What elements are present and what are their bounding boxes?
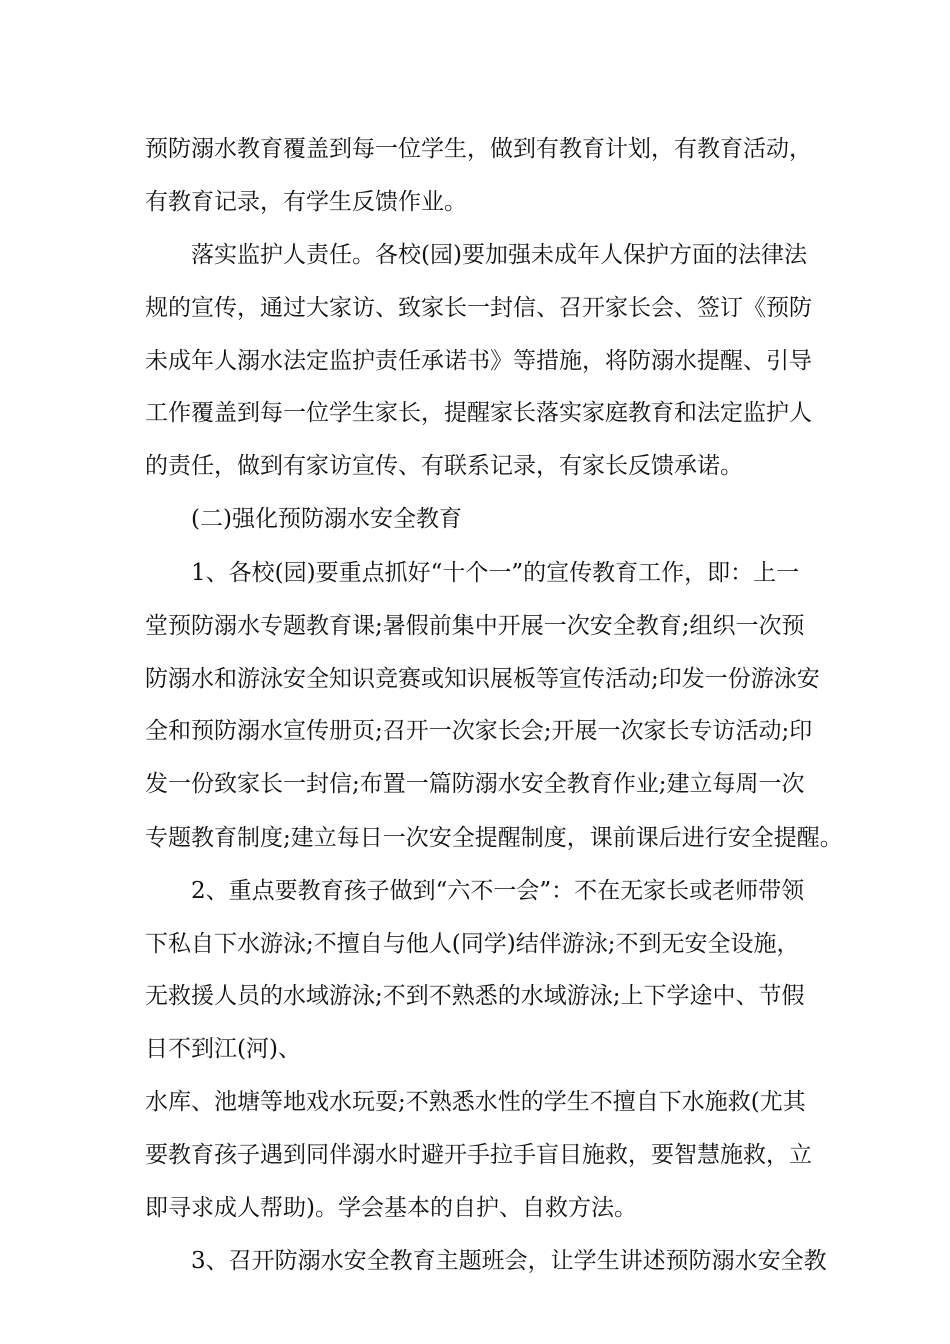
text-line-11: 防溺水和游泳安全知识竞赛或知识展板等宣传活动;印发一份游泳安 [145, 666, 820, 692]
paragraph-guardian-line-1: 落实监护人责任。各校(园)要加强未成年人保护方面的法律法 [191, 242, 807, 268]
text-line-14: 专题教育制度;建立每日一次安全提醒制度，课前课后进行安全提醒。 [145, 825, 843, 851]
section-heading: (二)强化预防溺水安全教育 [191, 506, 462, 532]
text-line-6: 工作覆盖到每一位学生家长，提醒家长落实家庭教育和法定监护人 [145, 400, 812, 426]
text-line-4: 规的宣传，通过大家访、致家长一封信、召开家长会、签订《预防 [145, 295, 812, 321]
text-line-20: 要教育孩子遇到同伴溺水时避开手拉手盲目施救，要智慧施救，立 [145, 1142, 812, 1168]
item-3-line-1: 3、召开防溺水安全教育主题班会，让学生讲述预防溺水安全教 [191, 1248, 827, 1274]
text-line-7: 的责任，做到有家访宣传、有联系记录，有家长反馈承诺。 [145, 453, 743, 479]
text-line-13: 发一份致家长一封信;布置一篇防溺水安全教育作业;建立每周一次 [145, 771, 805, 797]
text-line-2: 有教育记录，有学生反馈作业。 [145, 189, 467, 215]
text-line-12: 全和预防溺水宣传册页;召开一次家长会;开展一次家长专访活动;印 [145, 718, 813, 744]
text-line-21: 即寻求成人帮助)。学会基本的自护、自救方法。 [145, 1195, 637, 1221]
text-line-10: 堂预防溺水专题教育课;暑假前集中开展一次安全教育;组织一次预 [145, 613, 805, 639]
text-line-5: 未成年人溺水法定监护责任承诺书》等措施，将防溺水提醒、引导 [145, 348, 812, 374]
item-2-line-1: 2、重点要教育孩子做到“六不一会”：不在无家长或老师带领 [191, 878, 805, 904]
text-line-19: 水库、池塘等地戏水玩耍;不熟悉水性的学生不擅自下水施救(尤其 [145, 1089, 806, 1115]
text-line-18: 日不到江(河)、 [145, 1036, 301, 1062]
text-line-1: 预防溺水教育覆盖到每一位学生，做到有教育计划，有教育活动， [145, 136, 812, 162]
text-line-17: 无救援人员的水域游泳;不到不熟悉的水域游泳;上下学途中、节假 [145, 983, 805, 1009]
item-1-line-1: 1、各校(园)要重点抓好“十个一”的宣传教育工作，即：上一 [191, 560, 800, 586]
text-line-16: 下私自下水游泳;不擅自与他人(同学)结伴游泳;不到无安全设施， [145, 931, 800, 957]
